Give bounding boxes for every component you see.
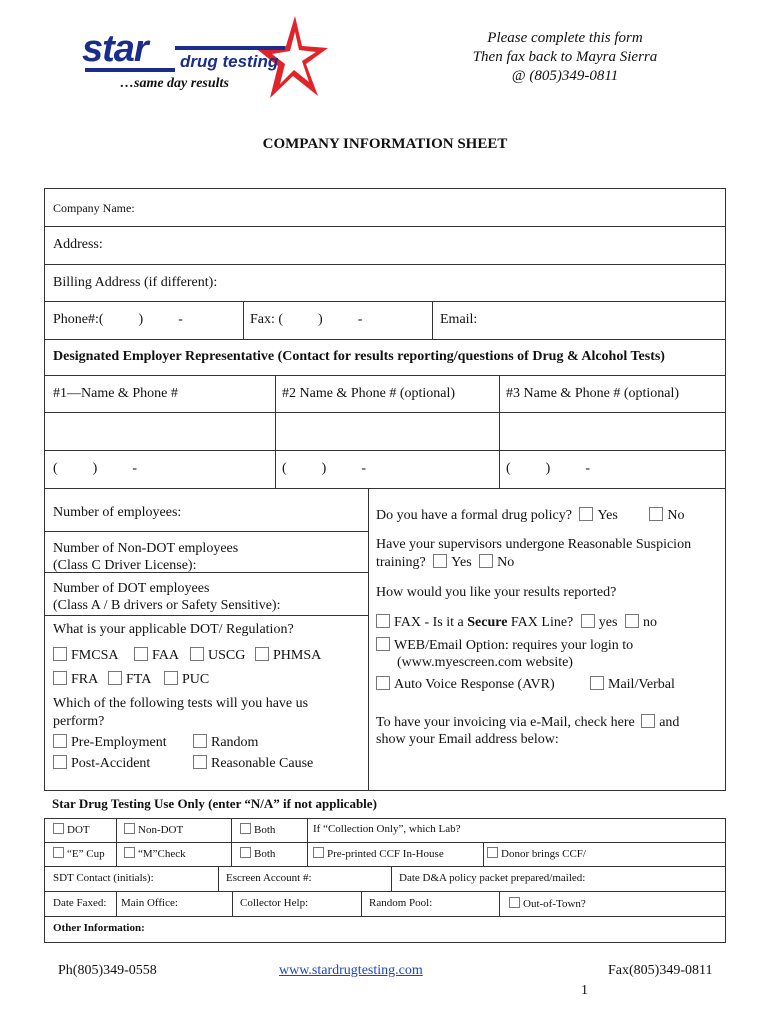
employees-field[interactable]: Number of employees: — [53, 505, 182, 520]
office-use-heading: Star Drug Testing Use Only (enter “N/A” if not applicable) — [52, 796, 377, 811]
test-reasonable-cause[interactable] — [193, 755, 313, 772]
office-out-of-town[interactable] — [509, 897, 586, 910]
office-both-1[interactable] — [240, 823, 275, 836]
fax-note-line-2: Then fax back to Mayra Sierra — [472, 49, 658, 65]
uscg-label: USCG — [208, 648, 246, 663]
reg-fta[interactable] — [108, 671, 151, 688]
fax-option-pre: FAX - Is it a — [394, 615, 468, 630]
tests-question-2: perform? — [53, 714, 105, 729]
office-other-info[interactable]: Other Information: — [53, 922, 145, 934]
secure-fax-yes-checkbox[interactable] — [581, 614, 595, 628]
der-contact-1-header: #1—Name & Phone # — [53, 386, 178, 401]
office-dot[interactable] — [53, 823, 90, 836]
reg-faa[interactable] — [134, 647, 179, 664]
office-nondot-label: Non-DOT — [138, 824, 184, 836]
reg-fmcsa[interactable] — [53, 647, 118, 664]
office-date-faxed[interactable]: Date Faxed: — [53, 897, 107, 909]
office-ecup-label: “E” Cup — [67, 848, 105, 860]
report-fax-option[interactable] — [376, 614, 657, 631]
phmsa-checkbox[interactable] — [255, 647, 269, 661]
office-nondot[interactable] — [124, 823, 183, 836]
test-pre-employment[interactable] — [53, 734, 167, 751]
fax-note-line-3: @ (805)349-0811 — [511, 68, 619, 84]
office-both-2[interactable] — [240, 847, 275, 860]
fax-field[interactable]: Fax: ( ) - — [250, 312, 363, 327]
dot-label-2: (Class A / B drivers or Safety Sensitive): — [53, 598, 281, 613]
non-dot-label-1: Number of Non-DOT employees — [53, 541, 239, 556]
reg-fra[interactable] — [53, 671, 98, 688]
web-option-label-2: (www.myescreen.com website) — [397, 655, 573, 670]
office-preprinted[interactable] — [313, 847, 444, 860]
policy-question — [376, 507, 684, 524]
non-dot-label-2: (Class C Driver License): — [53, 558, 197, 573]
fmcsa-label: FMCSA — [71, 648, 119, 663]
office-ecup-checkbox[interactable] — [53, 847, 64, 858]
reg-uscg[interactable] — [190, 647, 245, 664]
supervisor-no-label: No — [497, 555, 515, 570]
office-sdt-contact[interactable]: SDT Contact (initials): — [53, 872, 154, 884]
dot-label-1: Number of DOT employees — [53, 581, 210, 596]
supervisor-question — [376, 536, 691, 572]
office-dot-checkbox[interactable] — [53, 823, 64, 834]
pre-employment-label: Pre-Employment — [71, 735, 167, 750]
report-web-checkbox[interactable] — [376, 637, 390, 651]
fmcsa-checkbox[interactable] — [53, 647, 67, 661]
uscg-checkbox[interactable] — [190, 647, 204, 661]
der-contact-2-phone[interactable]: ( ) - — [282, 461, 366, 476]
policy-question-label: Do you have a formal drug policy? — [376, 508, 572, 523]
der-contact-3-phone[interactable]: ( ) - — [506, 461, 590, 476]
der-contact-1-name[interactable] — [46, 414, 274, 449]
page-number: 1 — [581, 983, 588, 998]
report-fax-checkbox[interactable] — [376, 614, 390, 628]
address-field[interactable]: Address: — [53, 237, 103, 252]
random-checkbox[interactable] — [193, 734, 207, 748]
non-dot-employees-field[interactable] — [53, 540, 238, 574]
secure-fax-no-label: no — [642, 615, 657, 630]
secure-fax-no-checkbox[interactable] — [625, 614, 639, 628]
office-collector-help[interactable]: Collector Help: — [240, 897, 309, 909]
der-contact-3-header: #3 Name & Phone # (optional) — [506, 386, 680, 401]
secure-fax-yes-label: yes — [598, 615, 618, 630]
office-out-of-town-checkbox[interactable] — [509, 897, 520, 908]
office-collection-lab[interactable]: If “Collection Only”, which Lab? — [313, 823, 461, 835]
web-option-label-1: WEB/Email Option: requires your login to — [394, 638, 634, 653]
office-nondot-checkbox[interactable] — [124, 823, 135, 834]
supervisor-yes-label: Yes — [451, 555, 472, 570]
fax-option-secure: Secure — [467, 615, 508, 630]
reg-phmsa[interactable] — [255, 647, 321, 664]
invoice-email-option[interactable] — [376, 714, 679, 748]
footer-website-link[interactable]: www.stardrugtesting.com — [279, 963, 423, 978]
policy-yes-checkbox[interactable] — [579, 507, 593, 521]
policy-no-label: No — [667, 508, 685, 523]
fta-checkbox[interactable] — [108, 671, 122, 685]
office-preprinted-checkbox[interactable] — [313, 847, 324, 858]
der-contact-2-name[interactable] — [277, 414, 498, 449]
fta-label: FTA — [126, 672, 152, 687]
office-random-pool[interactable]: Random Pool: — [369, 897, 433, 909]
random-label: Random — [211, 735, 259, 750]
page-title: COMPANY INFORMATION SHEET — [262, 136, 508, 152]
invoice-email-checkbox[interactable] — [641, 714, 655, 728]
supervisor-question-2: training? — [376, 555, 426, 570]
faa-label: FAA — [152, 648, 179, 663]
supervisor-question-1: Have your supervisors undergone Reasonable Suspicion — [376, 537, 692, 552]
pre-employment-checkbox[interactable] — [53, 734, 67, 748]
office-both-2-checkbox[interactable] — [240, 847, 251, 858]
fax-option-post: FAX Line? — [507, 615, 574, 630]
footer-phone: Ph(805)349-0558 — [58, 963, 157, 978]
der-contact-2-header: #2 Name & Phone # (optional) — [282, 386, 456, 401]
phmsa-label: PHMSA — [273, 648, 322, 663]
invoice-and-label: and — [659, 715, 680, 730]
reg-puc[interactable] — [164, 671, 209, 688]
policy-yes-label: Yes — [597, 508, 618, 523]
invoice-label-1: To have your invoicing via e-Mail, check here — [376, 715, 635, 730]
office-preprinted-label: Pre-printed CCF In-House — [327, 848, 444, 860]
company-name-field[interactable]: Company Name: — [53, 201, 135, 215]
footer-fax: Fax(805)349-0811 — [608, 963, 713, 978]
office-donor-ccf[interactable] — [487, 847, 586, 860]
logo-drug-testing-text: drug testing — [180, 52, 279, 71]
report-mail-option[interactable] — [590, 676, 675, 693]
logo — [80, 14, 330, 100]
report-avr-option[interactable] — [376, 676, 555, 693]
office-mcheck-checkbox[interactable] — [124, 847, 135, 858]
office-date-policy[interactable]: Date D&A policy packet prepared/mailed: — [399, 872, 586, 884]
reasonable-cause-checkbox[interactable] — [193, 755, 207, 769]
report-mail-checkbox[interactable] — [590, 676, 604, 690]
report-question: How would you like your results reported? — [376, 585, 617, 600]
logo-star-text: star — [82, 28, 148, 70]
office-both-1-label: Both — [254, 824, 276, 836]
office-dot-label: DOT — [67, 824, 90, 836]
tests-question — [53, 695, 308, 731]
office-both-1-checkbox[interactable] — [240, 823, 251, 834]
test-post-accident[interactable] — [53, 755, 150, 772]
dot-employees-field[interactable] — [53, 580, 280, 614]
logo-tagline: …same day results — [120, 76, 229, 91]
regulation-question: What is your applicable DOT/ Regulation? — [53, 622, 294, 637]
avr-label: Auto Voice Response (AVR) — [394, 677, 555, 692]
supervisor-no-checkbox[interactable] — [479, 554, 493, 568]
reasonable-cause-label: Reasonable Cause — [211, 756, 314, 771]
post-accident-checkbox[interactable] — [53, 755, 67, 769]
fra-label: FRA — [71, 672, 99, 687]
tests-question-1: Which of the following tests will you have us — [53, 696, 309, 711]
faa-checkbox[interactable] — [134, 647, 148, 661]
supervisor-yes-checkbox[interactable] — [433, 554, 447, 568]
report-web-option[interactable] — [376, 637, 633, 671]
office-donor-ccf-label: Donor brings CCF/ — [501, 848, 586, 860]
test-random[interactable] — [193, 734, 258, 751]
office-main-office[interactable]: Main Office: — [121, 897, 178, 909]
fax-instructions — [450, 29, 680, 86]
post-accident-label: Post-Accident — [71, 756, 151, 771]
office-escreen-account[interactable]: Escreen Account #: — [226, 872, 312, 884]
policy-no-checkbox[interactable] — [649, 507, 663, 521]
fra-checkbox[interactable] — [53, 671, 67, 685]
puc-label: PUC — [182, 672, 210, 687]
office-both-2-label: Both — [254, 848, 276, 860]
invoice-label-2: show your Email address below: — [376, 732, 559, 747]
office-donor-ccf-checkbox[interactable] — [487, 847, 498, 858]
office-mcheck-label: “M”Check — [138, 848, 186, 860]
der-contact-1-phone[interactable]: ( ) - — [53, 461, 137, 476]
office-ecup[interactable] — [53, 847, 105, 860]
der-heading: Designated Employer Representative (Contact for results reporting/questions of Drug & Alcohol Tests) — [53, 349, 665, 364]
phone-field[interactable]: Phone#:( ) - — [53, 312, 183, 327]
office-mcheck[interactable] — [124, 847, 186, 860]
email-field[interactable]: Email: — [440, 312, 478, 327]
mail-label: Mail/Verbal — [608, 677, 675, 692]
fax-note-line-1: Please complete this form — [487, 30, 643, 46]
office-out-of-town-label: Out-of-Town? — [523, 898, 586, 910]
report-avr-checkbox[interactable] — [376, 676, 390, 690]
billing-address-field[interactable]: Billing Address (if different): — [53, 275, 218, 290]
der-contact-3-name[interactable] — [501, 414, 724, 449]
puc-checkbox[interactable] — [164, 671, 178, 685]
